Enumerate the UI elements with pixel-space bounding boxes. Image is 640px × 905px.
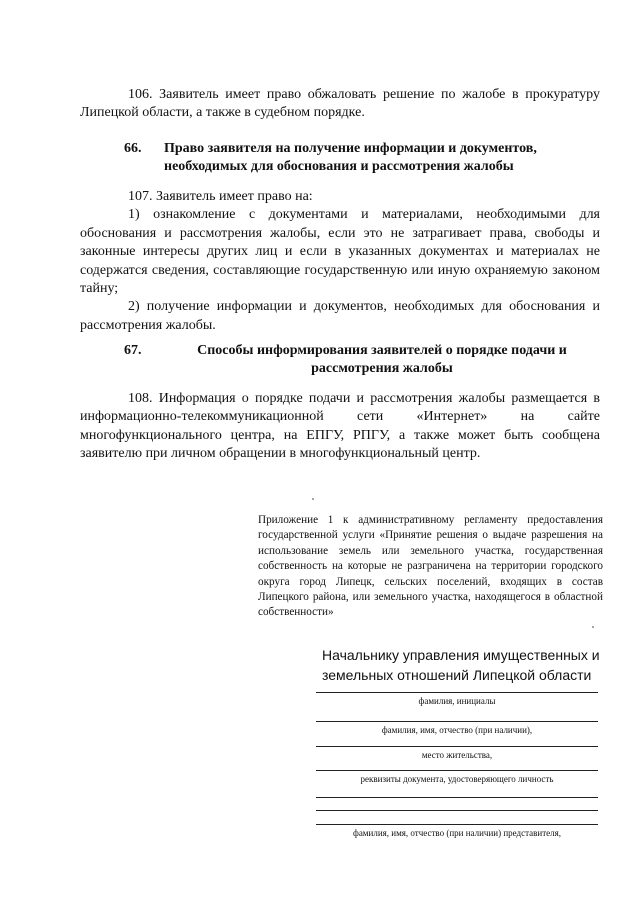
caption-representative: фамилия, имя, отчество (при наличии) представителя, <box>352 828 562 838</box>
paragraph-107 <box>80 188 600 335</box>
appendix-note: Приложение 1 к административному регламенту предоставления государственной услуги «Принятие решения о выдаче разрешения на использование земель или земельного участка, государственная собственность на которые не разграничена на территории городского округа город Липецк, сельских поселений, входящих в состав Липецкого района, или земельного участка, находящегося в областной собственности» <box>258 514 603 619</box>
caption-surname-initials: фамилия, инициалы <box>418 696 496 706</box>
form-line-full-name[interactable] <box>316 721 598 722</box>
form-line-blank[interactable] <box>316 797 598 798</box>
form-line-blank[interactable] <box>316 810 598 811</box>
paragraph-107-intro: 107. Заявитель имеет право на: <box>128 189 313 204</box>
paragraph-107-item-1: 1) ознакомление с документами и материалами, необходимыми для обоснования и рассмотрения жалобы, если это не затрагивает права, свободы и законные интересы других лиц и если в указанных документах и материалах не содержатся сведения, составляющие государственную или иную охраняемую законом тайну; <box>80 207 600 297</box>
scan-speck <box>592 626 594 628</box>
addressee-line-2: земельных отношений Липецкой области <box>322 667 592 683</box>
section-67-title-line2: рассмотрения жалобы <box>311 361 453 376</box>
caption-full-name: фамилия, имя, отчество (при наличии), <box>381 725 533 735</box>
paragraph-107-item-2: 2) получение информации и документов, необходимых для обоснования и рассмотрения жалобы. <box>80 299 600 333</box>
form-line-surname-initials[interactable] <box>316 692 598 693</box>
form-line-residence[interactable] <box>316 746 598 747</box>
scan-speck <box>312 498 314 500</box>
addressee-line-1: Начальнику управления имущественных и <box>322 647 600 663</box>
caption-residence: место жительства, <box>421 750 493 760</box>
paragraph-106-text: 106. Заявитель имеет право обжаловать решение по жалобе в прокуратуру Липецкой области, а также в судебном порядке. <box>80 87 600 121</box>
section-66-number: 66. <box>124 141 142 156</box>
addressee-block <box>322 645 602 685</box>
form-line-representative[interactable] <box>316 824 598 825</box>
caption-id-document: реквизиты документа, удостоверяющего личность <box>360 774 554 784</box>
form-line-id-document[interactable] <box>316 770 598 771</box>
section-67-title-line1: Способы информирования заявителей о порядке подачи и <box>197 343 567 358</box>
section-66-title-line1: Право заявителя на получение информации и документов, <box>164 141 537 156</box>
paragraph-106 <box>80 86 600 123</box>
section-66-heading <box>80 140 600 176</box>
section-67-number: 67. <box>124 343 142 358</box>
paragraph-108 <box>80 390 600 464</box>
section-67-heading <box>80 342 600 378</box>
paragraph-108-text: 108. Информация о порядке подачи и рассмотрения жалобы размещается в информационно-телекоммуникационной сети «Интернет» на сайте многофункционального центра, на ЕПГУ, РПГУ, а также может быть сообщена заявителю при личном обращении в многофункциональный центр. <box>80 391 600 462</box>
section-66-title-line2: необходимых для обоснования и рассмотрения жалобы <box>164 159 514 174</box>
